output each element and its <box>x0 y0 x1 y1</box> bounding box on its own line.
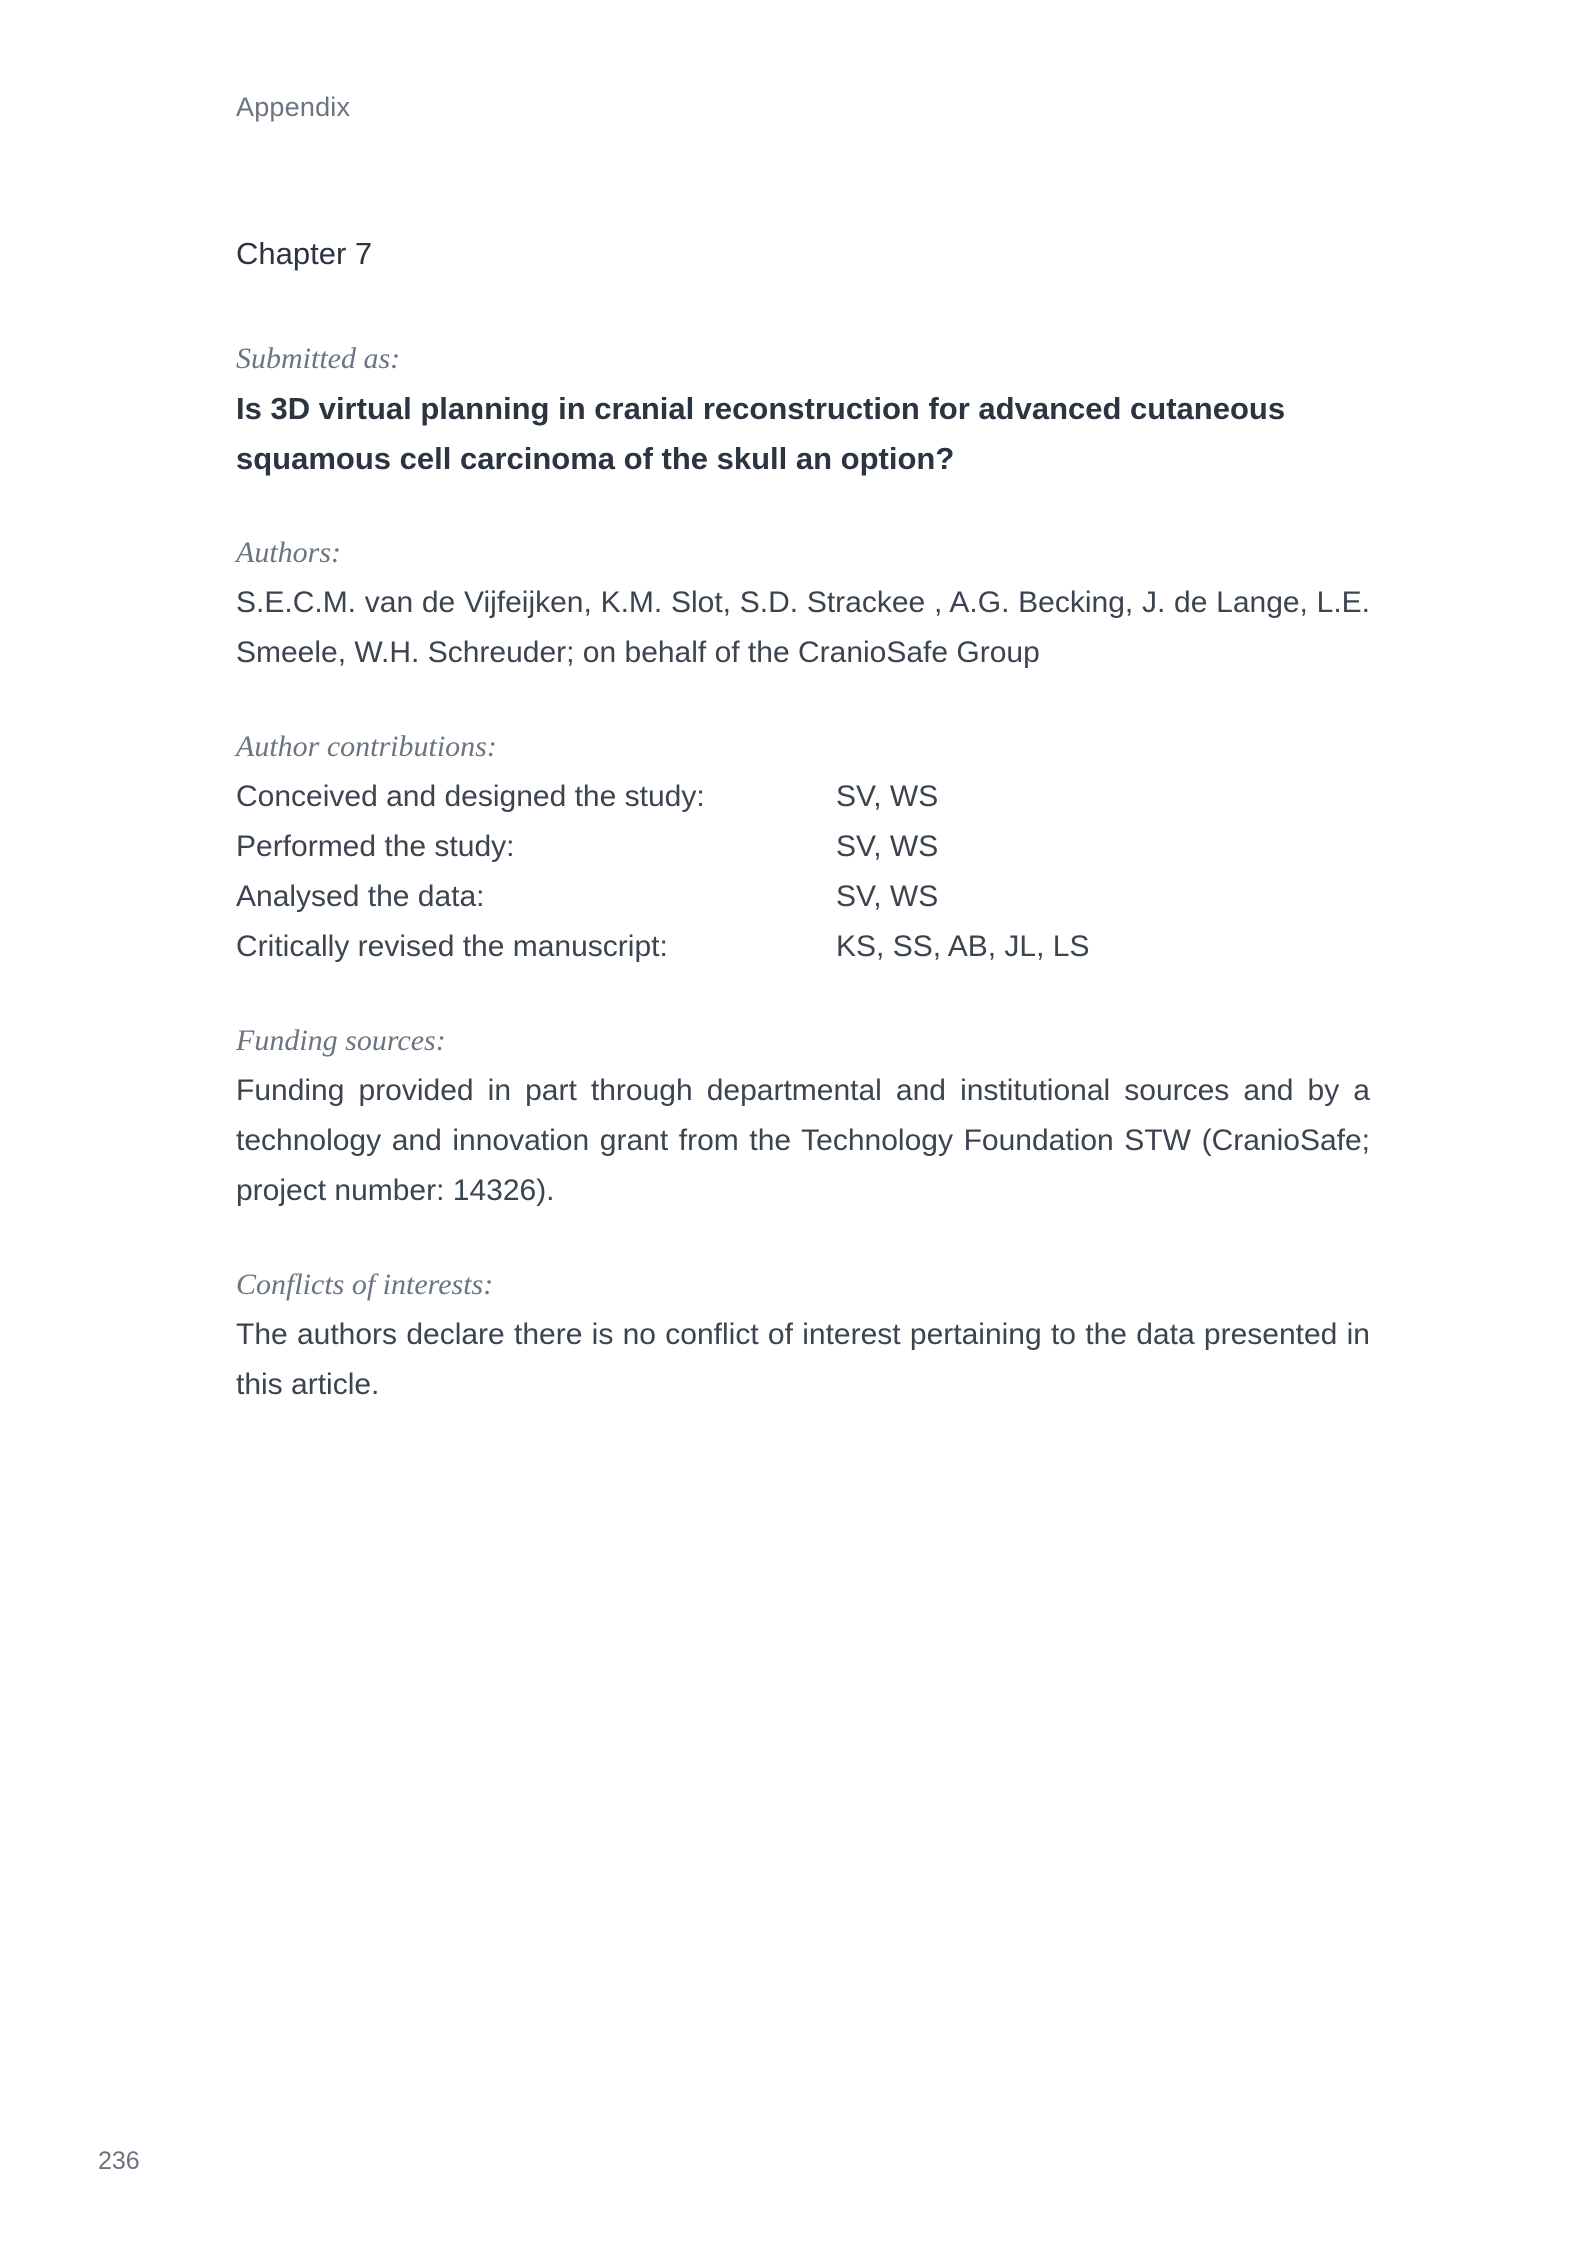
submitted-label: Submitted as: <box>236 342 401 375</box>
contribution-row <box>236 822 1370 872</box>
contributions-label: Author contributions: <box>236 730 497 763</box>
contribution-row <box>236 872 1370 922</box>
authors-section <box>236 528 1370 678</box>
funding-text: Funding provided in part through departmental and institutional sources and by a technology and innovation grant from the Technology Foundation STW (CranioSafe; project number: 14326). <box>236 1074 1370 1207</box>
contribution-task: Analysed the data: <box>236 880 485 913</box>
contribution-authors: SV, WS <box>836 880 939 913</box>
running-header: Appendix <box>236 92 351 122</box>
contribution-authors: SV, WS <box>836 830 939 863</box>
funding-section <box>236 1016 1370 1216</box>
chapter-heading: Chapter 7 <box>236 236 373 271</box>
contribution-authors: SV, WS <box>836 780 939 813</box>
conflicts-label: Conflicts of interests: <box>236 1268 494 1301</box>
conflicts-section <box>236 1260 1370 1410</box>
page-content <box>236 236 1370 1454</box>
authors-label: Authors: <box>236 536 341 569</box>
contributions-section <box>236 722 1370 972</box>
contribution-row <box>236 772 1370 822</box>
page-number: 236 <box>98 2147 140 2175</box>
authors-list: S.E.C.M. van de Vijfeijken, K.M. Slot, S.D. Strackee , A.G. Becking, J. de Lange, L.E. Smeele, W.H. Schreuder; on behalf of the CranioSafe Group <box>236 586 1370 669</box>
contribution-task: Critically revised the manuscript: <box>236 930 668 963</box>
contribution-task: Conceived and designed the study: <box>236 780 705 813</box>
funding-label: Funding sources: <box>236 1024 446 1057</box>
contribution-row <box>236 922 1370 972</box>
submitted-section <box>236 334 1370 484</box>
contribution-task: Performed the study: <box>236 830 515 863</box>
conflicts-text: The authors declare there is no conflict of interest pertaining to the data presented in this article. <box>236 1318 1370 1401</box>
article-title: Is 3D virtual planning in cranial reconstruction for advanced cutaneous squamous cell carcinoma of the skull an option? <box>236 391 1286 476</box>
contribution-authors: KS, SS, AB, JL, LS <box>836 930 1090 963</box>
